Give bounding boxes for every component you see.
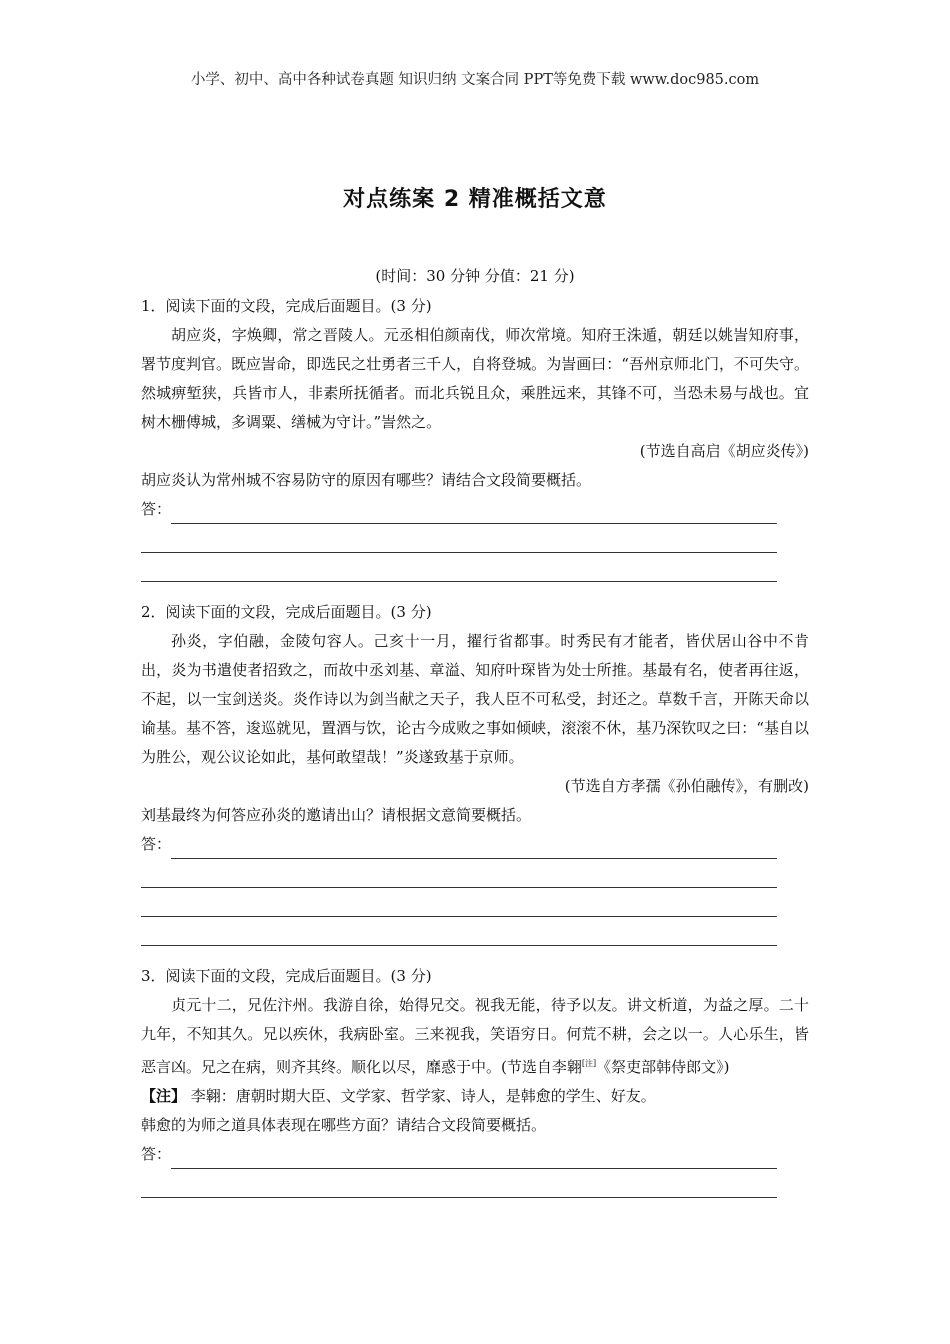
question-2-heading: 2．阅读下面的文段，完成后面题目。(3 分) <box>141 603 432 621</box>
answer-label: 答： <box>141 835 172 853</box>
question-3-passage-tail: 《祭吏部韩侍郎文》) <box>596 1058 730 1076</box>
question-2-passage: 孙炎，字伯融，金陵句容人。己亥十一月，擢行省都事。时秀民有才能者，皆伏居山谷中不肯出，炎为书遣使者招致之，而故中丞刘基、章溢、知府叶琛皆为处士所推。基最有名，使者再往返，不起，以一宝剑送炎。炎作诗以为剑当献之天子，我人臣不可私受，封还之。草数千言，开陈天命以谕基。基不答，逡巡就见，置酒与饮，论古今成败之事如倾峡，滚滚不休，基乃深钦叹之曰：“基自以为胜公，观公议论如此，基何敢望哉！”炎遂致基于京师。 <box>141 632 809 766</box>
note-text: 李翱：唐朝时期大臣、文学家、哲学家、诗人，是韩愈的学生、好友。 <box>190 1087 656 1105</box>
question-3-prompt: 韩愈的为师之道具体表现在哪些方面？请结合文段简要概括。 <box>141 1116 547 1134</box>
answer-label: 答： <box>141 1145 172 1163</box>
question-1-answer-line-3[interactable] <box>141 553 809 582</box>
page-title: 对点练案 2 精准概括文意 <box>343 187 607 212</box>
question-3-answer-line-1[interactable] <box>141 1140 809 1169</box>
question-2-answer-line-2[interactable] <box>141 859 809 888</box>
question-1-source: (节选自高启《胡应炎传》) <box>639 442 809 460</box>
question-3-passage-text: 贞元十二，兄佐汴州。我游自徐，始得兄交。视我无能，待予以友。讲文析道，为益之厚。二十九年，不知其久。兄以疾休，我病卧室。三来视我，笑语穷日。何荒不耕，会之以一。人心乐生，皆恶言凶。兄之在病，则齐其终。顺化以尽，靡惑于中。(节选自李翱 <box>141 996 809 1076</box>
question-1-prompt: 胡应炎认为常州城不容易防守的原因有哪些？请结合文段简要概括。 <box>141 471 592 489</box>
question-3-heading: 3．阅读下面的文段，完成后面题目。(3 分) <box>141 967 432 985</box>
question-1-answer-line-1[interactable] <box>141 495 809 524</box>
question-content <box>141 292 809 1198</box>
question-1-passage: 胡应炎，字焕卿，常之晋陵人。元丞相伯颜南伐，师次常境。知府王洙遁，朝廷以姚訔知府事，署节度判官。既应訔命，即选民之壮勇者三千人，自将登城。为訔画曰：“吾州京师北门，不可失守。然城痹堑狭，兵皆市人，非素所抚循者。而北兵锐且众，乘胜远来，其锋不可，当恐未易与战也。宜树木栅傅城，多调粟、缮械为守计。”訔然之。 <box>141 326 809 431</box>
question-2-source: (节选自方孝孺《孙伯融传》，有删改) <box>564 777 809 795</box>
note-tag: 【注】 <box>141 1087 187 1105</box>
time-score-info: (时间：30 分钟 分值：21 分) <box>375 267 575 285</box>
answer-label: 答： <box>141 500 172 518</box>
question-2-answer-line-4[interactable] <box>141 917 809 946</box>
footnote-marker: [注] <box>581 1059 597 1068</box>
question-3-answer-line-2[interactable] <box>141 1169 809 1198</box>
question-1-answer-line-2[interactable] <box>141 524 809 553</box>
question-3-note <box>141 1082 809 1111</box>
question-3-passage <box>141 991 809 1082</box>
question-2-answer-line-3[interactable] <box>141 888 809 917</box>
question-1-heading: 1．阅读下面的文段，完成后面题目。(3 分) <box>141 297 432 315</box>
page-header: 小学、初中、高中各种试卷真题 知识归纳 文案合同 PPT等免费下载 www.doc985.com <box>190 72 760 88</box>
question-2-prompt: 刘基最终为何答应孙炎的邀请出山？请根据文意简要概括。 <box>141 806 532 824</box>
question-2-answer-line-1[interactable] <box>141 830 809 859</box>
